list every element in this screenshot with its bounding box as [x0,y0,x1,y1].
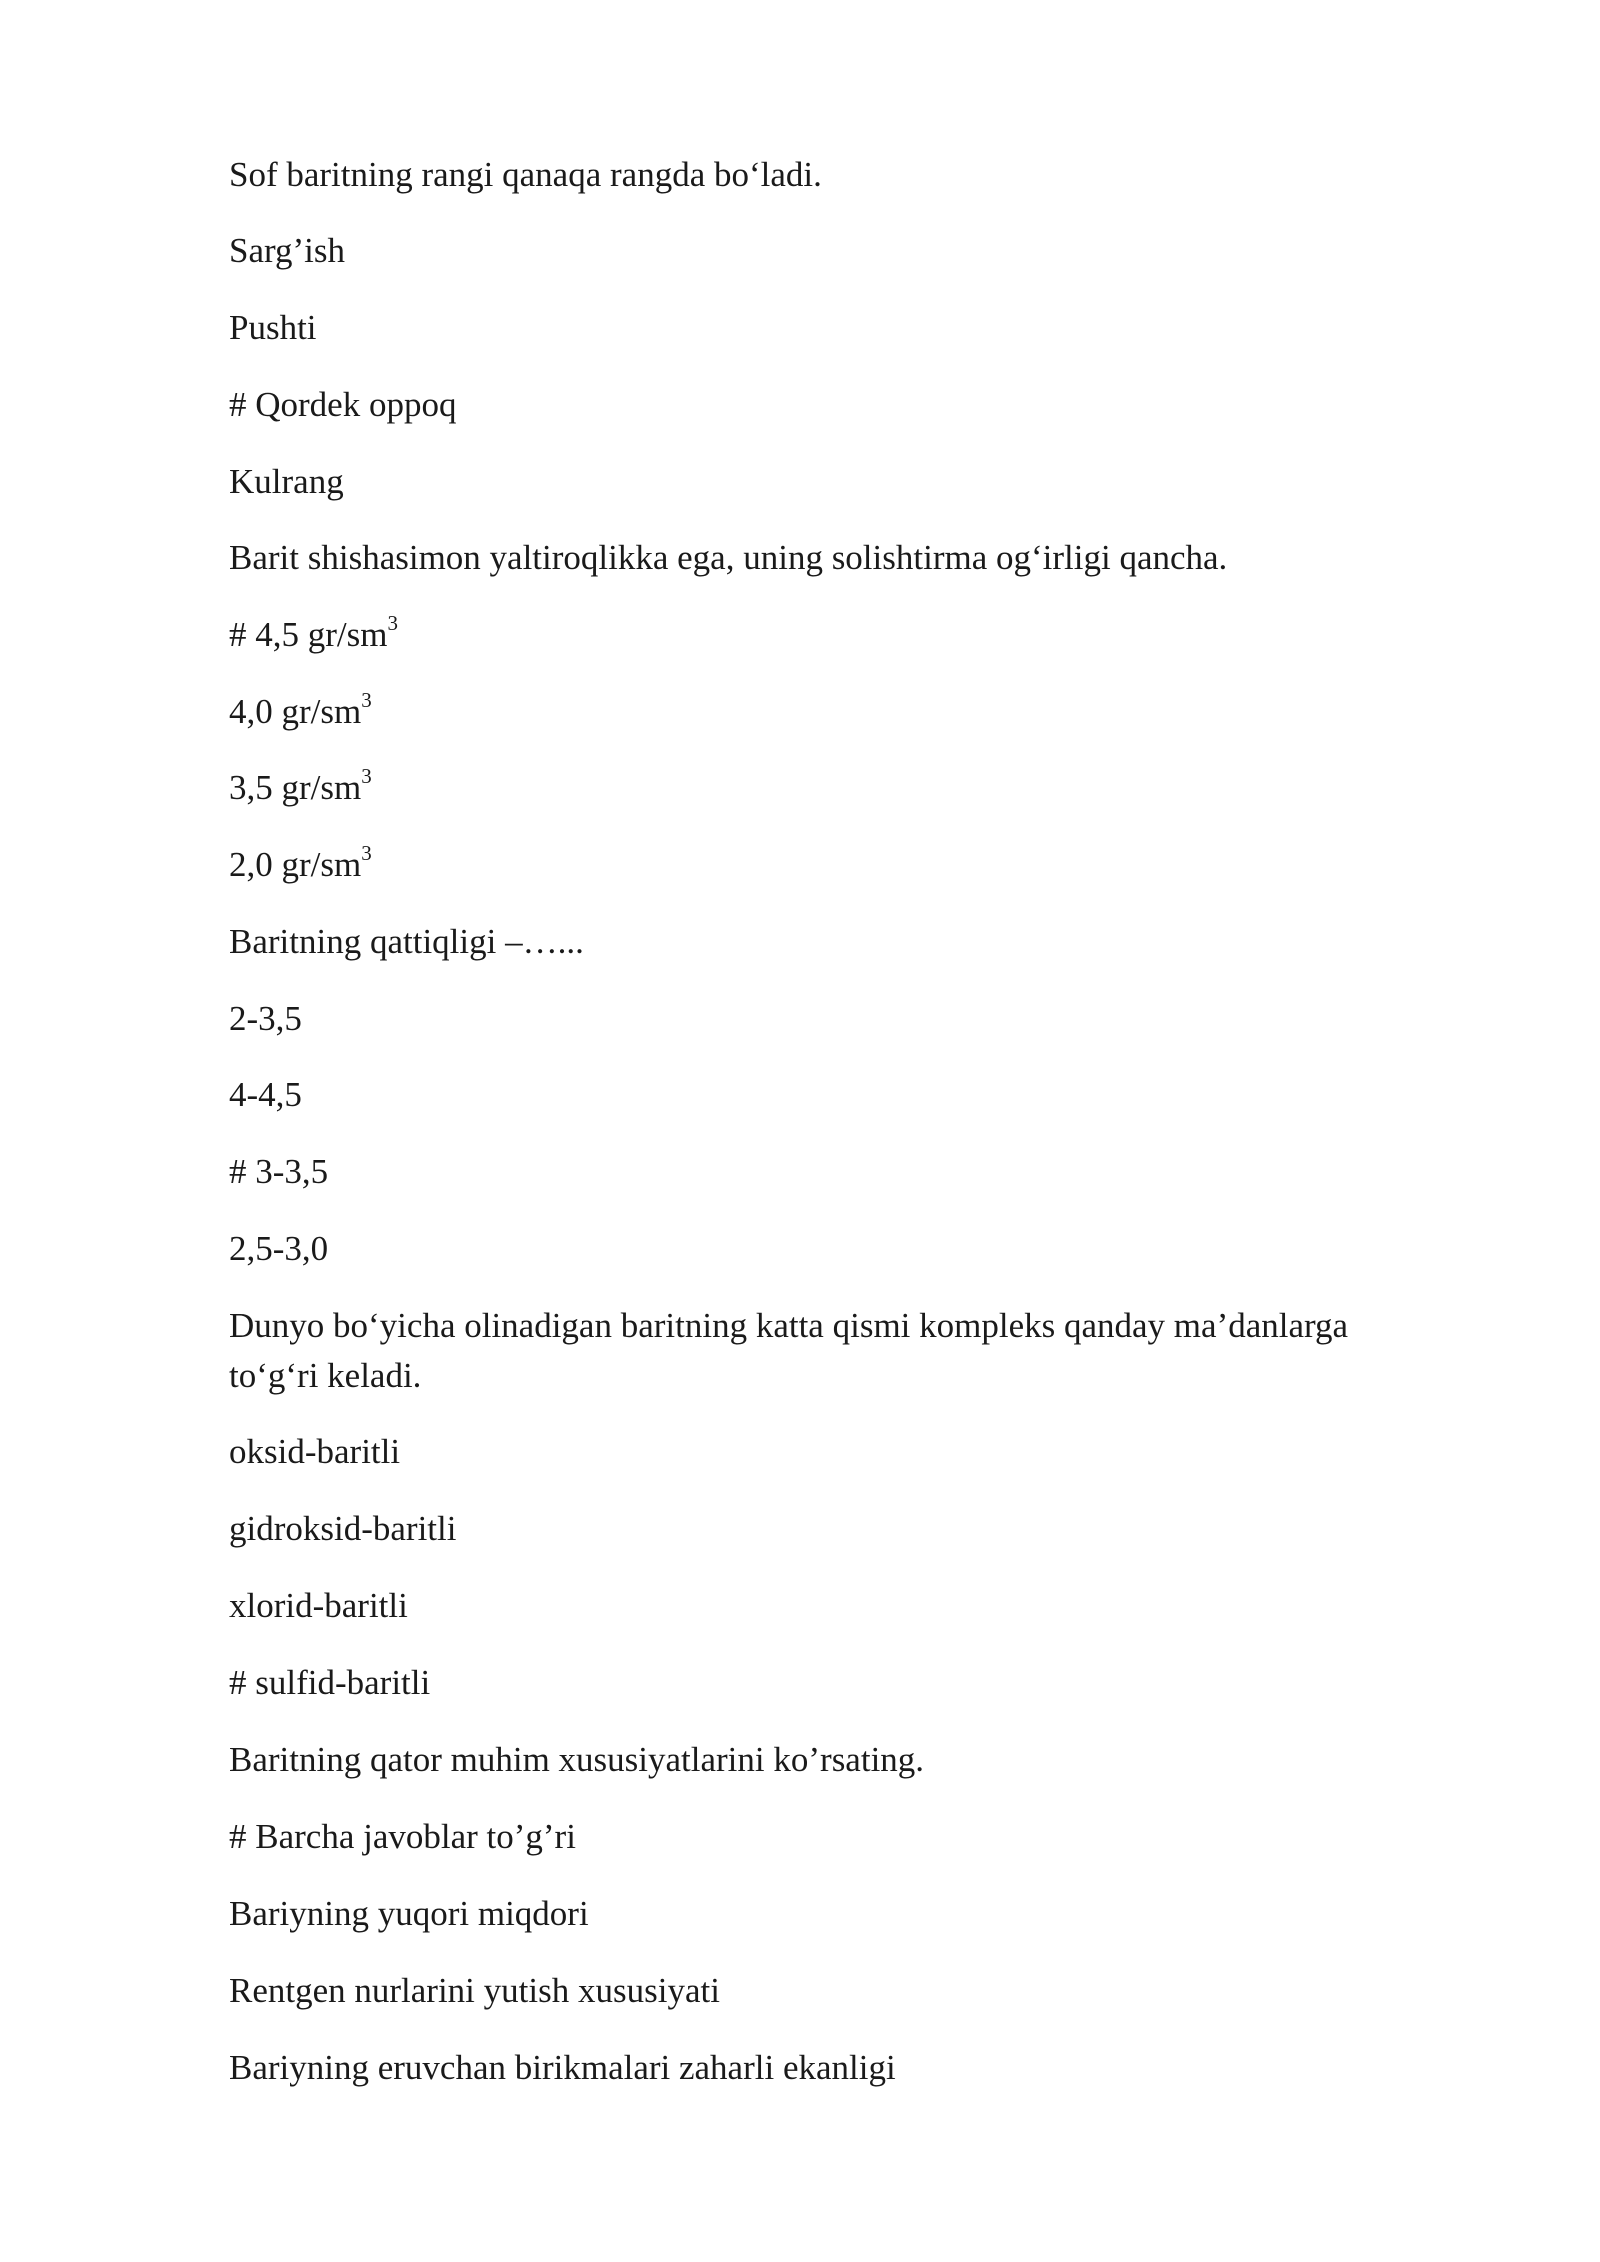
density-value: 2,0 gr/sm [229,845,362,884]
question-2-option-a-correct [229,610,1439,660]
density-value: # 4,5 gr/sm [229,615,388,654]
question-1-option-b: Pushti [229,308,317,347]
density-exponent: 3 [361,841,372,866]
density-exponent: 3 [361,688,372,713]
question-1-option-d: Kulrang [229,462,344,501]
question-3-option-a: 2-3,5 [229,999,302,1038]
question-1-option-c-correct: # Qordek oppoq [229,385,457,424]
density-value: 4,0 gr/sm [229,692,362,731]
question-4-option-a: oksid-baritli [229,1432,401,1471]
question-3-option-d: 2,5-3,0 [229,1229,329,1268]
question-3-option-b: 4-4,5 [229,1075,302,1114]
question-4-option-b: gidroksid-baritli [229,1509,457,1548]
question-5-option-d: Bariyning eruvchan birikmalari zaharli ekanligi [229,2048,896,2087]
question-3-option-c-correct: # 3-3,5 [229,1152,329,1191]
question-2-text: Barit shishasimon yaltiroqlikka ega, uning solishtirma og‘irligi qancha. [229,538,1228,577]
question-3-text: Baritning qattiqligi –…... [229,922,584,961]
question-1-text: Sof baritning rangi qanaqa rangda bo‘ladi. [229,155,822,194]
question-5-option-c: Rentgen nurlarini yutish xususiyati [229,1971,720,2010]
density-value: 3,5 gr/sm [229,768,362,807]
question-2-option-b [229,687,1439,737]
density-exponent: 3 [387,611,398,636]
question-4-option-d-correct: # sulfid-baritli [229,1663,431,1702]
question-5-text: Baritning qator muhim xususiyatlarini ko’rsating. [229,1740,925,1779]
question-5-option-a-correct: # Barcha javoblar to’g’ri [229,1817,576,1856]
question-4-option-c: xlorid-baritli [229,1586,408,1625]
question-2-option-d [229,840,1439,890]
density-exponent: 3 [361,764,372,789]
question-5-option-b: Bariyning yuqori miqdori [229,1894,589,1933]
question-1-option-a: Sarg’ish [229,231,346,270]
question-4-text: Dunyo bo‘yicha olinadigan baritning katta qismi kompleks qanday ma’danlarga to‘g‘ri keladi. [229,1306,1349,1395]
question-2-option-c [229,763,1439,813]
